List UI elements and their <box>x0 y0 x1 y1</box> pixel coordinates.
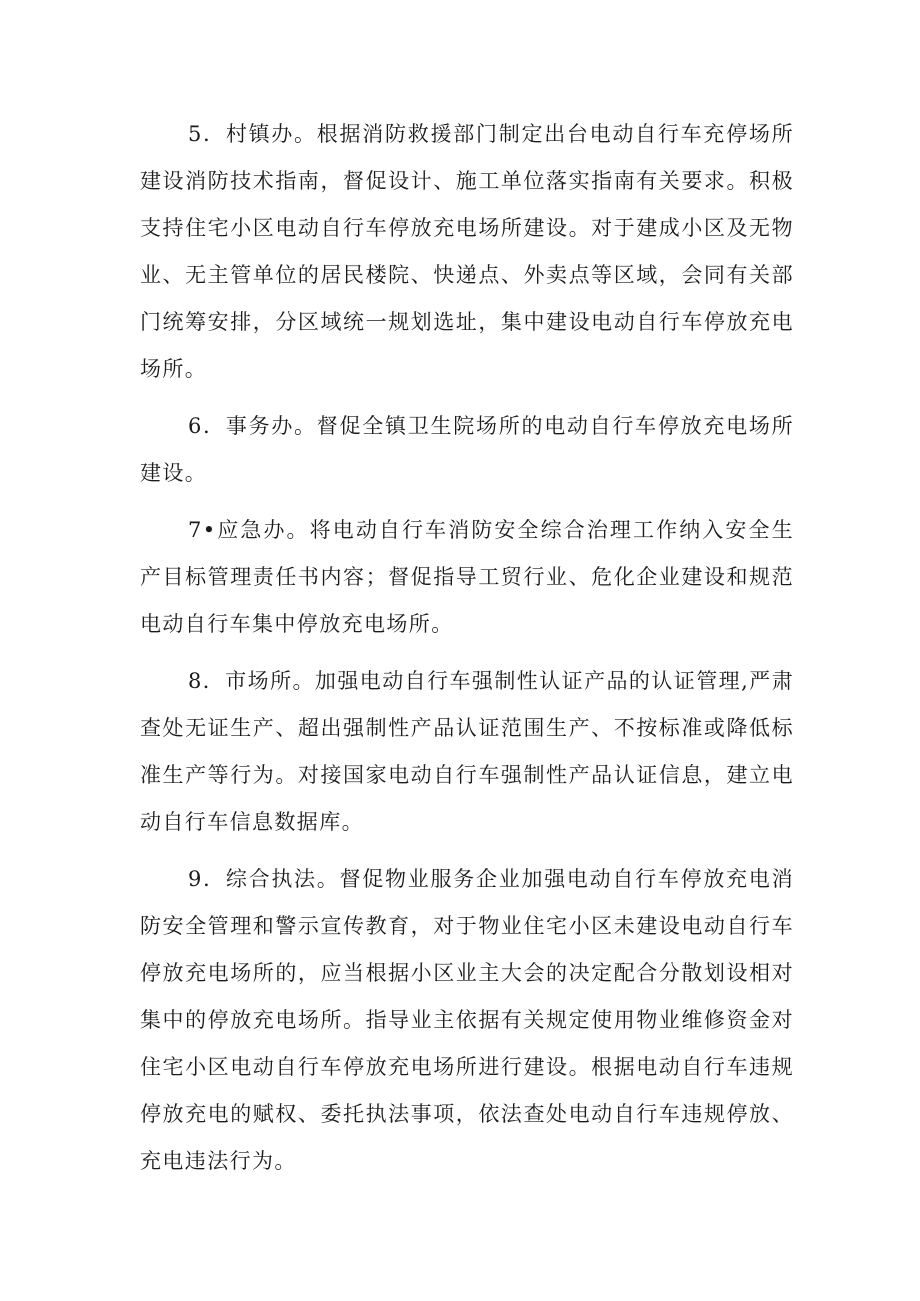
paragraph-affairs-office: 6．事务办。督促全镇卫生院场所的电动自行车停放充电场所建设。 <box>140 414 794 485</box>
paragraph-market-office: 8．市场所。加强电动自行车强制性认证产品的认证管理,严肃查处无证生产、超出强制性产品认证范围生产、不按标准或降低标准生产等行为。对接国家电动自行车强制性产品认证信息，建立电动自行车信息数据库。 <box>140 669 794 834</box>
paragraph-village-town-office: 5．村镇办。根据消防救援部门制定出台电动自行车充停场所建设消防技术指南，督促设计、施工单位落实指南有关要求。积极支持住宅小区电动自行车停放充电场所建设。对于建成小区及无物业、无主管单位的居民楼院、快递点、外卖点等区域，会同有关部门统筹安排，分区域统一规划选址，集中建设电动自行车停放充电场所。 <box>140 122 794 381</box>
paragraph-comprehensive-enforcement: 9．综合执法。督促物业服务企业加强电动自行车停放充电消防安全管理和警示宣传教育，对于物业住宅小区未建设电动自行车停放充电场所的，应当根据小区业主大会的决定配合分散划设相对集中的停放充电场所。指导业主依据有关规定使用物业维修资金对住宅小区电动自行车停放充电场所进行建设。根据电动自行车违规停放充电的赋权、委托执法事项，依法查处电动自行车违规停放、充电违法行为。 <box>140 867 794 1173</box>
document-body <box>140 111 794 1195</box>
paragraph-emergency-office: 7•应急办。将电动自行车消防安全综合治理工作纳入安全生产目标管理责任书内容；督促指导工贸行业、危化企业建设和规范电动自行车集中停放充电场所。 <box>140 518 794 636</box>
